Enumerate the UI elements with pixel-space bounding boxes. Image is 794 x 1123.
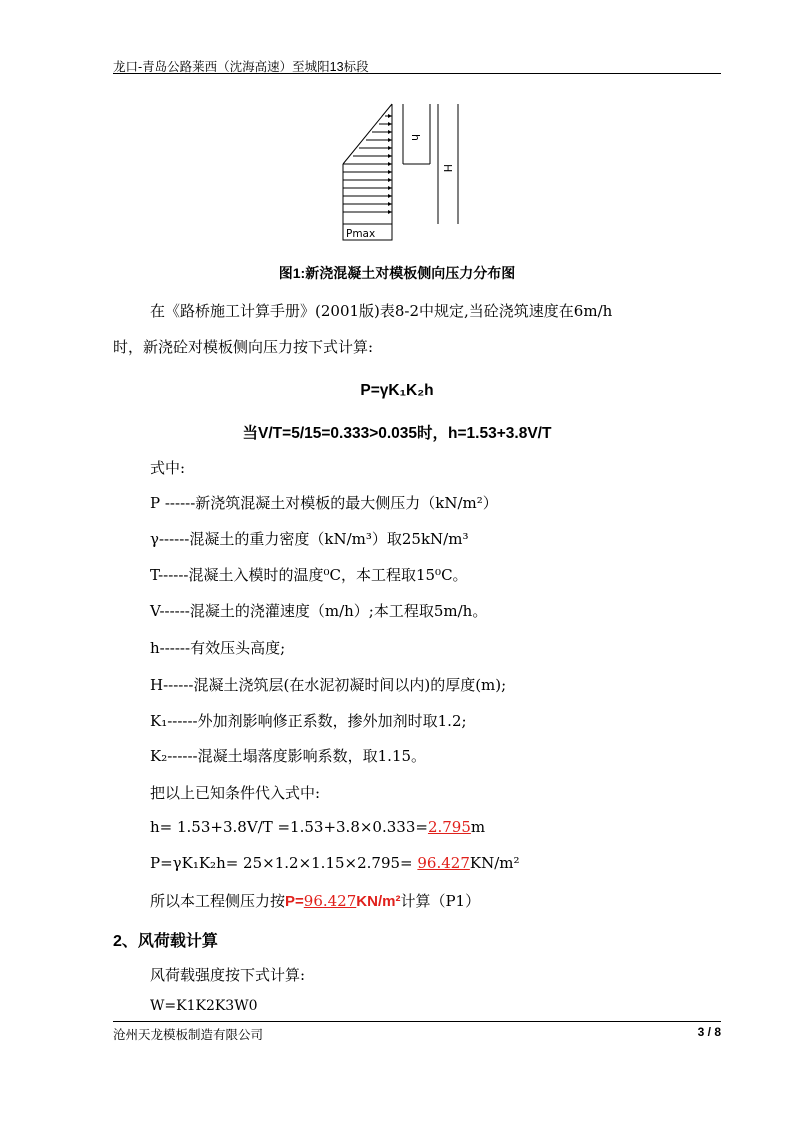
footer-company: 沧州天龙模板制造有限公司 <box>113 1028 264 1042</box>
figure-caption: 图1:新浇混凝土对模板侧向压力分布图 <box>278 265 516 281</box>
def-T: T------混凝土入模时的温度⁰C，本工程取15⁰C。 <box>150 566 468 584</box>
def-gamma: γ------混凝土的重力密度（kN/m³）取25kN/m³ <box>150 530 469 548</box>
header-divider <box>113 73 721 74</box>
wind-intro: 风荷载强度按下式计算: <box>150 966 306 984</box>
calc-P-value: 96.427 <box>417 854 470 872</box>
conclusion-value: 96.427 <box>303 892 357 910</box>
conclusion <box>150 890 480 911</box>
para1-line1: 在《路桥施工计算手册》(2001版)表8-2中规定,当砼浇筑速度在6m/h <box>150 302 613 320</box>
formula-main: P=γK₁K₂h <box>360 382 434 399</box>
def-K1: K₁------外加剂影响修正系数，掺外加剂时取1.2; <box>150 712 467 730</box>
def-K2: K₂------混凝土塌落度影响系数，取1.15。 <box>150 747 427 765</box>
def-h: h------有效压头高度; <box>150 639 286 657</box>
calc-P-prefix: P=γK₁K₂h= 25×1.2×1.15×2.795= <box>150 854 418 872</box>
label-H: H <box>441 164 454 173</box>
calc-h-unit: m <box>470 818 486 836</box>
section-2-heading: 2、风荷载计算 <box>113 933 218 950</box>
label-h: h <box>409 134 422 141</box>
calc-h-value: 2.795 <box>427 818 471 836</box>
conclusion-unit: KN/m² <box>356 893 401 910</box>
conclusion-prefix: 所以本工程侧压力按 <box>150 892 286 910</box>
substitute-text: 把以上已知条件代入式中: <box>150 784 321 802</box>
conclusion-suffix: 计算（P1） <box>400 892 481 910</box>
calc-h-prefix: h= 1.53+3.8V/T =1.53+3.8×0.333= <box>150 818 428 836</box>
page-header: 龙口-青岛公路莱西（沈海高速）至城阳13标段 <box>113 60 369 74</box>
calc-P <box>150 854 520 872</box>
footer-page-number: 3 / 8 <box>697 1025 721 1039</box>
pressure-diagram-svg <box>330 98 470 246</box>
def-P: P ------新浇筑混凝土对模板的最大侧压力（kN/m²） <box>150 494 498 512</box>
formula-condition: 当V/T=5/15=0.333>0.035时，h=1.53+3.8V/T <box>242 425 552 442</box>
conclusion-P: P= <box>285 893 304 910</box>
def-V: V------混凝土的浇灌速度（m/h）;本工程取5m/h。 <box>150 602 488 620</box>
calc-P-unit: KN/m² <box>469 854 520 872</box>
calc-h <box>150 818 485 836</box>
wind-formula: W=K1K2K3W0 <box>150 998 258 1014</box>
para1-line2: 时，新浇砼对模板侧向压力按下式计算: <box>113 338 374 356</box>
def-H: H------混凝土浇筑层(在水泥初凝时间以内)的厚度(m); <box>150 676 507 694</box>
footer-divider <box>113 1021 721 1022</box>
where-label: 式中: <box>150 459 186 477</box>
label-pmax: Pmax <box>346 228 376 240</box>
pressure-diagram <box>330 98 470 246</box>
